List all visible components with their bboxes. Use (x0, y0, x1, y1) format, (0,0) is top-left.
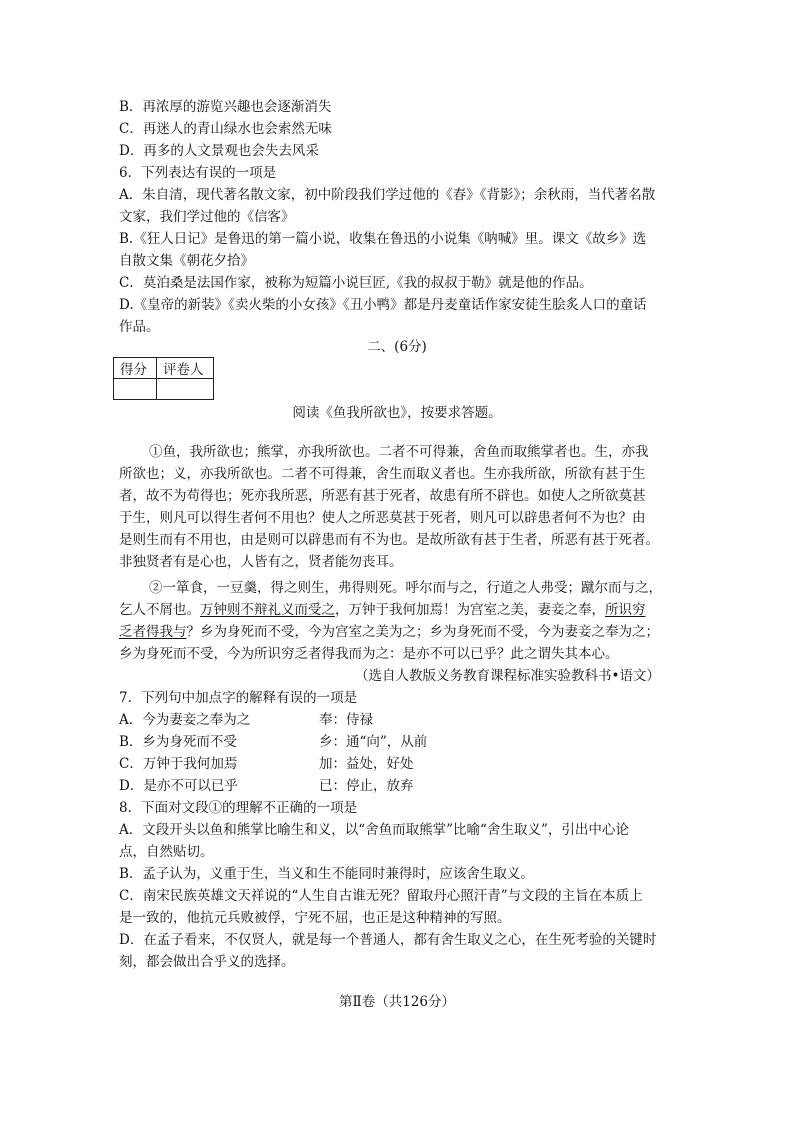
q6-option-a-line1: A．朱自清，现代著名散文家，初中阶段我们学过他的《春》《背影》；余秋雨，当代著名散 (119, 187, 656, 203)
q7-option-c (119, 753, 414, 775)
underlined-sentence-2-start: 所识穷 (605, 602, 646, 618)
passage-p1-line6: 非独贤者有是心也，人皆有之，贤者能勿丧耳。 (119, 554, 403, 570)
volume-heading: 第Ⅱ卷（共126分） (339, 994, 455, 1010)
q6-option-b-line1: B.《狂人日记》是鲁迅的第一篇小说，收集在鲁迅的小说集《呐喊》里。课文《故乡》选 (119, 231, 647, 247)
score-cell (114, 379, 157, 400)
q7-d-sentence: D．是亦不可以已乎 (119, 778, 238, 794)
passage-p2-line1: ②一箪食，一豆羹，得之则生，弗得则死。呼尔而与之，行道之人弗受；蹴尔而与之， (149, 580, 662, 596)
p2-text: 乞人不屑也。 (119, 602, 200, 618)
q7-b-sentence: B．乡为身死而不受 (119, 734, 237, 750)
q5-option-d: D．再多的人文景观也会失去风采 (119, 143, 319, 159)
q6-option-b-line2: 自散文集《朝花夕拾》 (119, 253, 254, 269)
passage-p2-line4: 乡为身死而不受，今为所识穷乏者得我而为之：是亦不可以已乎？此之谓失其本心。 (119, 646, 619, 662)
q8-option-a-line2: 点，自然贴切。 (119, 844, 214, 860)
underlined-sentence-1: 万钟则不辩礼义而受之 (200, 602, 335, 618)
q6-option-a-line2: 文家，我们学过他的《信客》 (119, 209, 295, 225)
q7-stem: 7．下列句中加点字的解释有误的一项是 (119, 690, 358, 706)
passage-p1-line1: ①鱼，我所欲也；熊掌，亦我所欲也。二者不可得兼，舍鱼而取熊掌者也。生，亦我 (149, 444, 649, 460)
passage-p2-line3 (119, 621, 659, 643)
q6-option-c: C．莫泊桑是法国作家，被称为短篇小说巨匠,《我的叔叔于勒》就是他的作品。 (119, 275, 593, 291)
p2-text: ，万钟于我何加焉！为宫室之美，妻妾之奉， (335, 602, 605, 618)
q7-c-explanation: 加：益处，好处 (319, 756, 414, 772)
q6-option-d-line1: D.《皇帝的新装》《卖火柴的小女孩》《丑小鸭》都是丹麦童话作家安徒生脍炙人口的童话 (119, 297, 647, 313)
passage-source: （选自人教版义务教育课程标准实验教科书•语文） (355, 668, 660, 684)
q8-option-a-line1: A．文段开头以鱼和熊掌比喻生和义，以“舍鱼而取熊掌”比喻“舍生取义”，引出中心论 (119, 822, 629, 838)
underlined-sentence-2-end: 乏者得我与 (119, 624, 187, 640)
q7-a-sentence: A．今为妻妾之奉为之 (119, 712, 251, 728)
passage-p1-line3: 者，故不为苟得也；死亦我所恶，所恶有甚于死者，故患有所不辟也。如使人之所欲莫甚 (119, 488, 646, 504)
q8-option-c-line1: C．南宋民族英雄文天祥说的“人生自古谁无死？留取丹心照汗青”与文段的主旨在本质上 (119, 888, 643, 904)
q5-option-c: C．再迷人的青山绿水也会索然无味 (119, 121, 332, 137)
passage-p2-line2 (119, 599, 646, 621)
q8-option-d-line1: D．在孟子看来，不仅贤人，就是每一个普通人，都有舍生取义之心，在生死考验的关键时 (119, 932, 657, 948)
q8-stem: 8．下面对文段①的理解不正确的一项是 (119, 800, 358, 816)
q7-a-explanation: 奉：侍禄 (319, 712, 373, 728)
q8-option-d-line2: 刻，都会做出合乎义的选择。 (119, 954, 295, 970)
score-table (113, 357, 214, 400)
p2-text: ？乡为身死而不受，今为宫室之美为之；乡为身死而不受，今为妻妾之奉为之； (186, 624, 659, 640)
passage-p1-line5: 是则生而有不用也，由是则可以辟患而有不为也。是故所欲有甚于生者，所恶有甚于死者。 (119, 532, 659, 548)
passage-p1-line4: 于生，则凡可以得生者何不用也？使人之所恶莫甚于死者，则凡可以辟患者何不为也？由 (119, 510, 646, 526)
q8-option-c-line2: 是一致的，他抗元兵败被俘，宁死不屈，也正是这种精神的写照。 (119, 910, 511, 926)
reading-instruction: 阅读《鱼我所欲也》，按要求答题。 (292, 405, 502, 421)
q7-d-explanation: 已：停止，放弃 (319, 778, 414, 794)
q7-option-a (119, 709, 373, 731)
q7-c-sentence: C．万钟于我何加焉 (119, 756, 238, 772)
section-heading: 二、(6分) (367, 339, 427, 355)
q6-option-d-line2: 作品。 (119, 319, 160, 335)
q5-option-b: B．再浓厚的游览兴趣也会逐渐消失 (119, 99, 332, 115)
grader-label: 评卷人 (157, 358, 214, 379)
passage-p1-line2: 所欲也；义，亦我所欲也。二者不可得兼，舍生而取义者也。生亦我所欲，所欲有甚于生 (119, 466, 646, 482)
grader-cell (157, 379, 214, 400)
score-label: 得分 (114, 358, 157, 379)
q7-option-b (119, 731, 427, 753)
q8-option-b: B．孟子认为，义重于生，当义和生不能同时兼得时，应该舍生取义。 (119, 866, 534, 882)
q7-b-explanation: 乡：通“向”，从前 (319, 734, 428, 750)
q7-option-d (119, 775, 414, 797)
q6-stem: 6．下列表达有误的一项是 (119, 165, 277, 181)
